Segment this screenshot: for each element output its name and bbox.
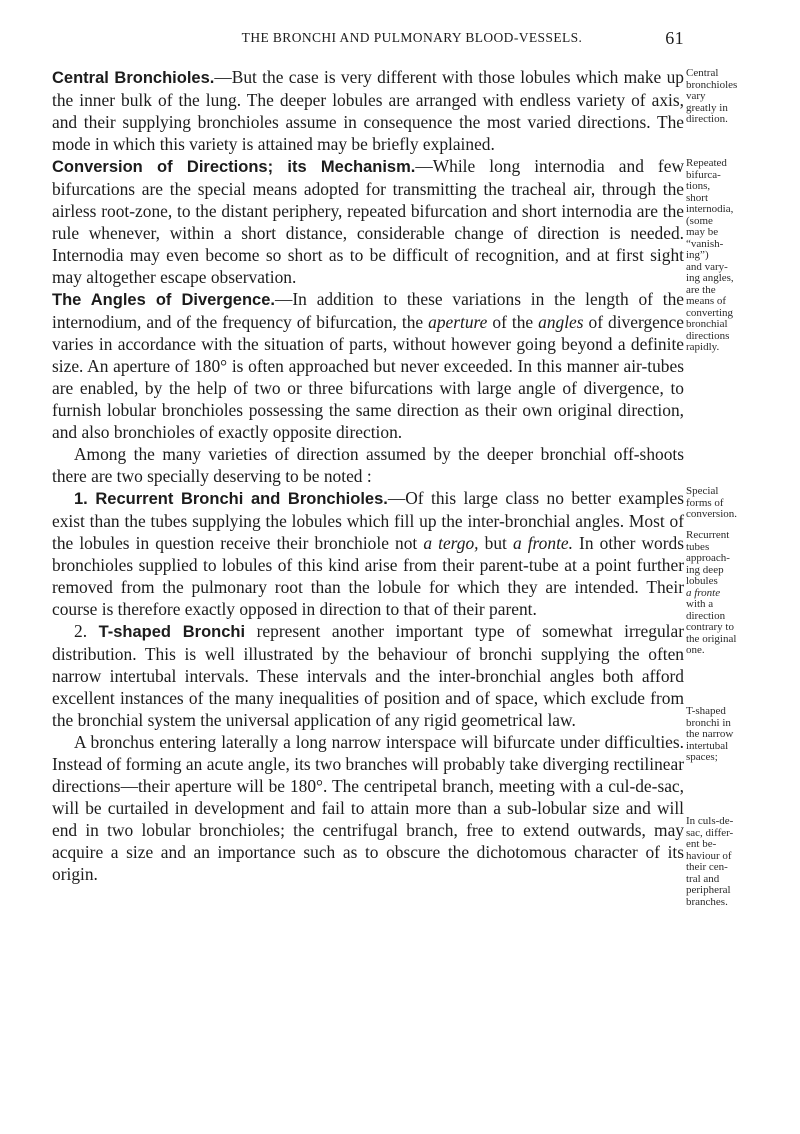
heading-t-shaped: T-shaped Bronchi bbox=[98, 623, 246, 641]
sidenote-culs-de-sac: In culs-de- sac, differ- ent be- haviour of their cen- tral and peripheral branches. bbox=[686, 815, 734, 908]
heading-central-bronchioles: Central Bronchioles. bbox=[52, 69, 215, 87]
paragraph-central-bronchioles: Central Bronchioles.—But the case is very different with those lobules which make up the inner bulk of the lung. The deeper lobules are arranged with endless variety of axis, and their supplying bronchioles assume in consequence the most varied directions. The mode in which this variety is attained may be briefly explained. bbox=[52, 67, 684, 154]
sidenote-recurrent: Recurrent tubes approach- ing deep lobules a fronte with a direction contrary to the original one. bbox=[686, 529, 737, 656]
running-header bbox=[42, 30, 742, 54]
paragraph-angles: The Angles of Divergence.—In addition to these variations in the length of the internodium, and of the frequency of bifurcation, the aperture of the angles of divergence varies in accordance with the situation of parts, without however going beyond a definite size. An aperture of 180° is often approached but never exceeded. In this manner air-tubes are enabled, by the help of two or three bifurcations with large angle of divergence, to furnish lobular bronchioles possessing the same direction as their own original direction, and also bronchioles of exactly opposite direction. bbox=[52, 289, 684, 442]
book-page bbox=[52, 28, 742, 908]
page-body bbox=[52, 66, 742, 908]
paragraph-varieties: Among the many varieties of direction assumed by the deeper bronchial off-shoots there are two specially deserving to be noted : bbox=[52, 444, 684, 486]
chapter-title: THE BRONCHI AND PULMONARY BLOOD-VESSELS. bbox=[241, 30, 583, 45]
paragraph-t-shaped: 2. T-shaped Bronchi represent another important type of somewhat irregular distribution. This is well illustrated by the behaviour of bronchi supplying the often narrow intertubal intervals. These intervals and the inter-bronchial angles both afford excellent instances of the many inequalities of position and of space, which exclude from the bronchial system the universal application of any rigid geometrical law. bbox=[52, 621, 685, 730]
sidenote-t-shaped: T-shaped bronchi in the narrow intertubal spaces; bbox=[686, 705, 734, 763]
heading-recurrent: 1. Recurrent Bronchi and Bronchioles. bbox=[74, 490, 388, 508]
paragraph-bronchus-interspace: A bronchus entering laterally a long narrow interspace will bifurcate under difficulties. Instead of forming an acute angle, its two branches will probably take diverging rectilinear directions—their aperture will be 180°. The centripetal branch, meeting with a cul-de-sac, will be curtailed in development and fail to attain more than a sub-lobular size and will end in two lobular bronchioles; the centrifugal branch, free to extend outwards, may acquire a size and an importance such as to obscure the dichotomous character of its origin. bbox=[52, 732, 684, 884]
heading-conversion: Conversion of Directions; its Mechanism. bbox=[52, 158, 416, 176]
main-text bbox=[52, 66, 684, 885]
page-number: 61 bbox=[665, 28, 684, 48]
sidenote-central: Central bronchioles vary greatly in direction. bbox=[686, 67, 738, 125]
sidenote-repeated-bifurcations: Repeated bifurca- tions, short internodia, (some may be “vanish- ing”) and vary- ing angles, are the means of converting bronchial directions rapidly. bbox=[686, 157, 734, 353]
paragraph-recurrent: 1. Recurrent Bronchi and Bronchioles.—Of this large class no better examples exist than the tubes supplying the lobules which fill up the inter-bronchial angles. Most of the lobules in question receive their bronchiole not a tergo, but a fronte. In other words bronchioles supplied to lobules of this kind arise from their parent-tube at a point further removed from the pulmonary root than the lobule for which they are intended. Their course is therefore exactly opposed in direction to that of their parent. bbox=[52, 488, 684, 619]
paragraph-conversion: Conversion of Directions; its Mechanism.—While long internodia and few bifurcations are the special means adopted for transmitting the tracheal air, through the airless root-zone, to the distant periphery, repeated bifurcation and short internodia are the rule whenever, within a short distance, considerable change of direction is needed. Internodia may even become so short as to be difficult of recognition, and at first sight may altogether escape observation. bbox=[52, 156, 684, 287]
sidenote-special-forms: Special forms of conversion. bbox=[686, 485, 738, 520]
heading-angles: The Angles of Divergence. bbox=[52, 291, 275, 309]
